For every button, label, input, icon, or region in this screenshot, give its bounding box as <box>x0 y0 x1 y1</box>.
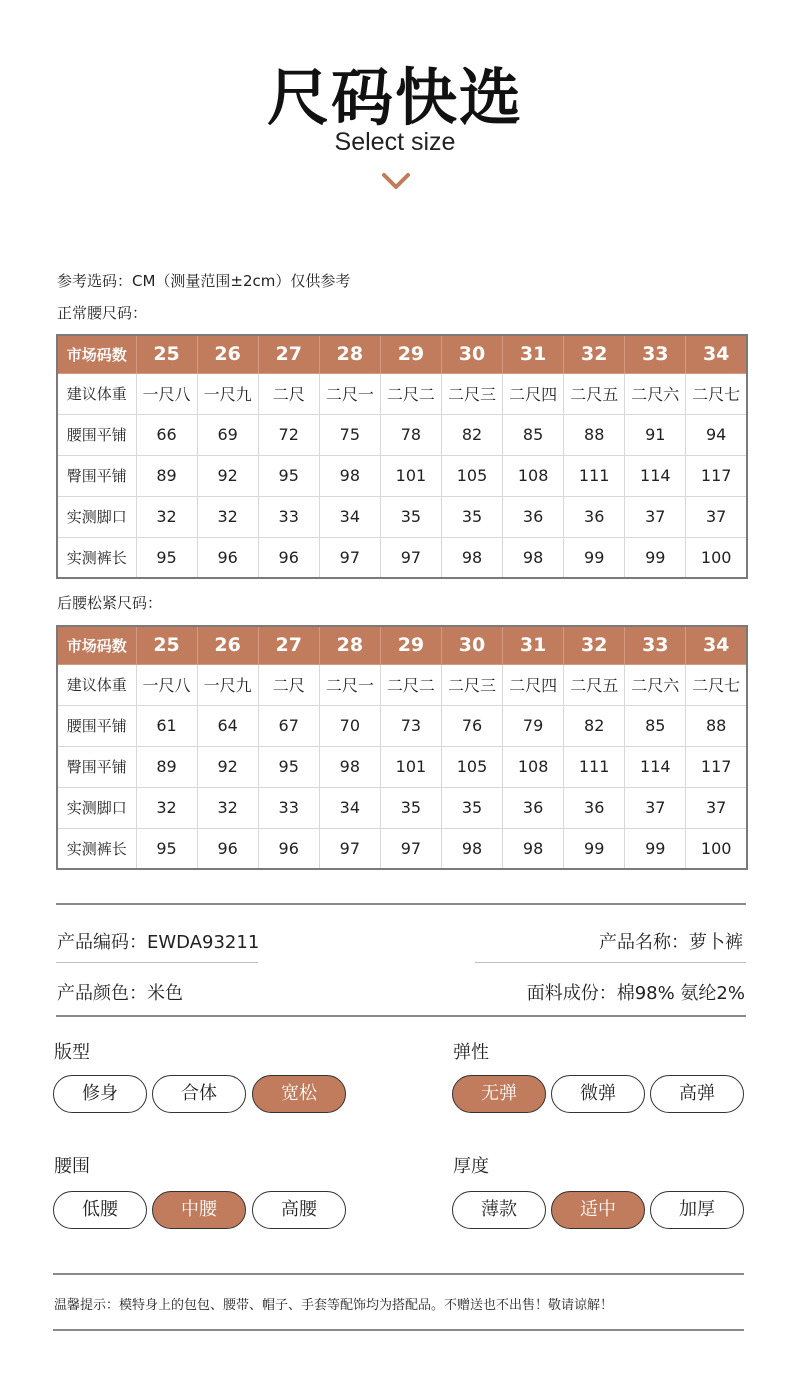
table-cell: 82 <box>441 414 502 455</box>
fit-option-regular[interactable]: 合体 <box>152 1075 246 1113</box>
size-header-cell: 28 <box>319 335 380 373</box>
table-cell: 36 <box>503 787 564 828</box>
table-cell: 二尺六 <box>625 664 686 705</box>
table-cell: 二尺三 <box>441 373 502 414</box>
size-header-cell: 26 <box>197 335 258 373</box>
table-cell: 78 <box>380 414 441 455</box>
table-cell: 二尺五 <box>564 373 625 414</box>
table-cell: 32 <box>136 787 197 828</box>
table-cell: 35 <box>380 496 441 537</box>
table-cell: 98 <box>503 828 564 869</box>
table-cell: 95 <box>136 537 197 578</box>
table-cell: 二尺二 <box>380 373 441 414</box>
row-label-cell: 腰围平铺 <box>57 414 136 455</box>
row-label-cell: 实测脚口 <box>57 787 136 828</box>
table-cell: 67 <box>258 705 319 746</box>
table-cell: 95 <box>136 828 197 869</box>
table-cell: 88 <box>686 705 747 746</box>
table-row <box>57 705 747 746</box>
table-cell: 二尺七 <box>686 664 747 705</box>
divider <box>53 1329 744 1331</box>
size-table-elastic <box>56 625 748 870</box>
table-cell: 100 <box>686 537 747 578</box>
size-header-cell: 30 <box>441 626 502 664</box>
table-cell: 32 <box>136 496 197 537</box>
table-cell: 98 <box>319 746 380 787</box>
table-cell: 37 <box>686 496 747 537</box>
table-cell: 二尺三 <box>441 664 502 705</box>
table-cell: 二尺一 <box>319 664 380 705</box>
waist-option-low[interactable]: 低腰 <box>53 1191 147 1229</box>
elasticity-option-none[interactable]: 无弹 <box>452 1075 546 1113</box>
row-label-cell: 建议体重 <box>57 373 136 414</box>
table-cell: 二尺一 <box>319 373 380 414</box>
table-cell: 36 <box>564 496 625 537</box>
size-header-cell: 33 <box>625 335 686 373</box>
divider <box>475 962 746 963</box>
table-cell: 97 <box>380 537 441 578</box>
table-cell: 97 <box>380 828 441 869</box>
elasticity-label: 弹性 <box>453 1042 489 1063</box>
table-cell: 95 <box>258 455 319 496</box>
row-label-cell: 建议体重 <box>57 664 136 705</box>
product-color: 产品颜色：米色 <box>57 983 183 1004</box>
table-row <box>57 496 747 537</box>
size-header-cell: 26 <box>197 626 258 664</box>
elastic-waist-label: 后腰松紧尺码： <box>57 594 163 612</box>
table-cell: 85 <box>503 414 564 455</box>
table-cell: 101 <box>380 455 441 496</box>
table-cell: 111 <box>564 455 625 496</box>
row-label-cell: 臀围平铺 <box>57 455 136 496</box>
table-cell: 35 <box>441 787 502 828</box>
divider <box>56 962 258 963</box>
size-header-cell: 32 <box>564 335 625 373</box>
table-cell: 二尺五 <box>564 664 625 705</box>
table-cell: 108 <box>503 455 564 496</box>
product-fabric: 面料成份：棉98% 氨纶2% <box>526 983 745 1004</box>
row-label-cell: 实测裤长 <box>57 537 136 578</box>
page-title: 尺码快选 <box>266 61 523 134</box>
normal-waist-label: 正常腰尺码： <box>57 304 148 322</box>
table-cell: 96 <box>197 537 258 578</box>
table-cell: 98 <box>441 537 502 578</box>
table-cell: 105 <box>441 455 502 496</box>
table-cell: 99 <box>625 828 686 869</box>
table-cell: 34 <box>319 496 380 537</box>
warm-tip: 温馨提示：模特身上的包包、腰带、帽子、手套等配饰均为搭配品。不赠送也不出售！敬请谅解！ <box>54 1298 614 1313</box>
thickness-label: 厚度 <box>453 1156 489 1177</box>
waist-option-high[interactable]: 高腰 <box>252 1191 346 1229</box>
header-label-cell: 市场码数 <box>57 335 136 373</box>
table-cell: 73 <box>380 705 441 746</box>
table-cell: 97 <box>319 828 380 869</box>
size-header-cell: 25 <box>136 626 197 664</box>
table-cell: 108 <box>503 746 564 787</box>
table-cell: 82 <box>564 705 625 746</box>
chevron-down-icon <box>381 170 411 192</box>
fit-option-loose[interactable]: 宽松 <box>252 1075 346 1113</box>
table-cell: 98 <box>441 828 502 869</box>
table-row <box>57 373 747 414</box>
table-cell: 35 <box>380 787 441 828</box>
table-cell: 一尺九 <box>197 373 258 414</box>
table-cell: 二尺二 <box>380 664 441 705</box>
table-cell: 37 <box>686 787 747 828</box>
size-header-cell: 25 <box>136 335 197 373</box>
table-cell: 100 <box>686 828 747 869</box>
table-cell: 66 <box>136 414 197 455</box>
table-cell: 36 <box>564 787 625 828</box>
product-name: 产品名称：萝卜裤 <box>599 932 743 953</box>
table-cell: 一尺九 <box>197 664 258 705</box>
table-cell: 99 <box>564 828 625 869</box>
elasticity-option-high[interactable]: 高弹 <box>650 1075 744 1113</box>
size-header-cell: 33 <box>625 626 686 664</box>
table-cell: 88 <box>564 414 625 455</box>
table-cell: 二尺四 <box>503 664 564 705</box>
table-cell: 114 <box>625 455 686 496</box>
page-subtitle: Select size <box>334 128 456 156</box>
size-header-cell: 31 <box>503 335 564 373</box>
size-header-cell: 32 <box>564 626 625 664</box>
table-cell: 70 <box>319 705 380 746</box>
table-cell: 92 <box>197 455 258 496</box>
fit-option-slim[interactable]: 修身 <box>53 1075 147 1113</box>
thickness-option-thick[interactable]: 加厚 <box>650 1191 744 1229</box>
table-cell: 96 <box>258 537 319 578</box>
table-cell: 97 <box>319 537 380 578</box>
table-cell: 一尺八 <box>136 373 197 414</box>
table-cell: 36 <box>503 496 564 537</box>
divider <box>56 903 746 905</box>
size-header-cell: 34 <box>686 335 747 373</box>
table-cell: 32 <box>197 496 258 537</box>
table-cell: 89 <box>136 455 197 496</box>
reference-note: 参考选码：CM（测量范围±2cm）仅供参考 <box>57 272 351 290</box>
table-header-row <box>57 626 747 664</box>
table-cell: 92 <box>197 746 258 787</box>
row-label-cell: 实测裤长 <box>57 828 136 869</box>
size-header-cell: 27 <box>258 335 319 373</box>
table-cell: 85 <box>625 705 686 746</box>
table-header-row <box>57 335 747 373</box>
table-cell: 79 <box>503 705 564 746</box>
table-cell: 114 <box>625 746 686 787</box>
table-cell: 105 <box>441 746 502 787</box>
table-cell: 一尺八 <box>136 664 197 705</box>
size-header-cell: 29 <box>380 335 441 373</box>
table-cell: 二尺六 <box>625 373 686 414</box>
table-row <box>57 787 747 828</box>
thickness-option-thin[interactable]: 薄款 <box>452 1191 546 1229</box>
table-cell: 34 <box>319 787 380 828</box>
table-cell: 72 <box>258 414 319 455</box>
fit-label: 版型 <box>54 1042 90 1063</box>
table-cell: 98 <box>503 537 564 578</box>
size-header-cell: 31 <box>503 626 564 664</box>
table-cell: 二尺 <box>258 373 319 414</box>
row-label-cell: 臀围平铺 <box>57 746 136 787</box>
table-cell: 94 <box>686 414 747 455</box>
product-code: 产品编码：EWDA93211 <box>57 932 260 953</box>
table-cell: 96 <box>258 828 319 869</box>
table-cell: 101 <box>380 746 441 787</box>
table-row <box>57 414 747 455</box>
size-header-cell: 30 <box>441 335 502 373</box>
table-cell: 111 <box>564 746 625 787</box>
elasticity-option-slight[interactable]: 微弹 <box>551 1075 645 1113</box>
waist-option-mid[interactable]: 中腰 <box>152 1191 246 1229</box>
table-row <box>57 664 747 705</box>
table-cell: 二尺四 <box>503 373 564 414</box>
divider <box>53 1273 744 1275</box>
table-cell: 76 <box>441 705 502 746</box>
thickness-option-medium[interactable]: 适中 <box>551 1191 645 1229</box>
table-row <box>57 828 747 869</box>
table-cell: 75 <box>319 414 380 455</box>
table-cell: 二尺七 <box>686 373 747 414</box>
table-cell: 91 <box>625 414 686 455</box>
table-cell: 33 <box>258 787 319 828</box>
size-header-cell: 34 <box>686 626 747 664</box>
table-cell: 35 <box>441 496 502 537</box>
header-label-cell: 市场码数 <box>57 626 136 664</box>
table-row <box>57 455 747 496</box>
row-label-cell: 实测脚口 <box>57 496 136 537</box>
table-row <box>57 537 747 578</box>
table-cell: 69 <box>197 414 258 455</box>
size-table-normal <box>56 334 748 579</box>
table-cell: 二尺 <box>258 664 319 705</box>
table-cell: 99 <box>564 537 625 578</box>
table-cell: 33 <box>258 496 319 537</box>
size-header-cell: 28 <box>319 626 380 664</box>
table-cell: 96 <box>197 828 258 869</box>
table-cell: 89 <box>136 746 197 787</box>
table-cell: 37 <box>625 787 686 828</box>
table-cell: 99 <box>625 537 686 578</box>
table-cell: 61 <box>136 705 197 746</box>
table-cell: 117 <box>686 746 747 787</box>
table-cell: 95 <box>258 746 319 787</box>
table-cell: 117 <box>686 455 747 496</box>
table-cell: 64 <box>197 705 258 746</box>
table-row <box>57 746 747 787</box>
size-header-cell: 27 <box>258 626 319 664</box>
size-header-cell: 29 <box>380 626 441 664</box>
table-cell: 98 <box>319 455 380 496</box>
divider <box>56 1015 746 1017</box>
table-cell: 37 <box>625 496 686 537</box>
row-label-cell: 腰围平铺 <box>57 705 136 746</box>
waist-label: 腰围 <box>54 1156 90 1177</box>
table-cell: 32 <box>197 787 258 828</box>
